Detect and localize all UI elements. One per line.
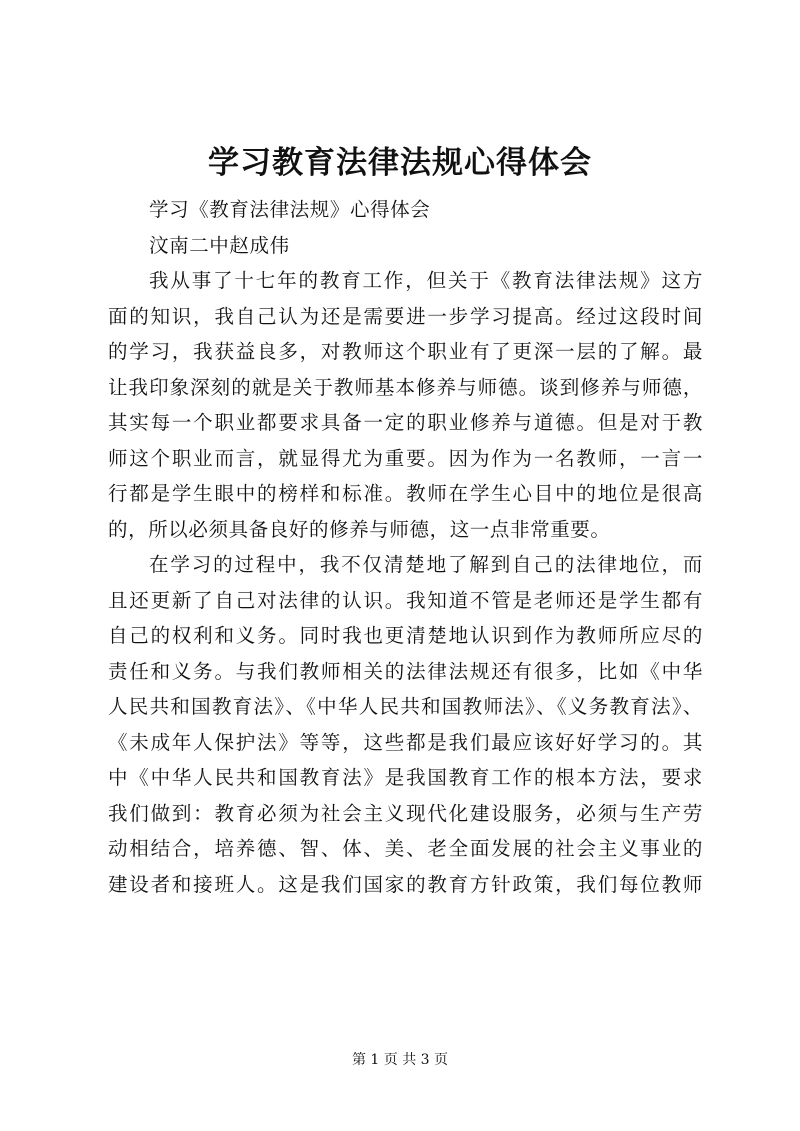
paragraph-line: 且还更新了自己对法律的认识。我知道不管是老师还是学生都有 bbox=[108, 588, 703, 612]
paragraph-line: 面的知识，我自己认为还是需要进一步学习提高。经过这段时间 bbox=[108, 304, 703, 328]
page-footer: 第 1 页 共 3 页 bbox=[351, 1052, 449, 1068]
paragraph-line: 《未成年人保护法》等等，这些都是我们最应该好好学习的。其 bbox=[108, 730, 703, 754]
author-line: 汶南二中赵成伟 bbox=[149, 233, 290, 257]
paragraph-line: 人民共和国教育法》、《中华人民共和国教师法》、《义务教育法》、 bbox=[108, 695, 703, 718]
paragraph-line: 行都是学生眼中的榜样和标准。教师在学生心目中的地位是很高 bbox=[108, 482, 703, 505]
document-body bbox=[108, 192, 703, 902]
paragraph-line: 师这个职业而言，就显得尤为重要。因为作为一名教师，一言一 bbox=[108, 446, 703, 470]
paragraph-line: 在学习的过程中，我不仅清楚地了解到自己的法律地位，而 bbox=[149, 553, 703, 576]
paragraph-line: 我们做到：教育必须为社会主义现代化建设服务，必须与生产劳 bbox=[108, 801, 703, 825]
paragraph-line: 的，所以必须具备良好的修养与师德，这一点非常重要。 bbox=[108, 517, 611, 541]
paragraph-line: 我从事了十七年的教育工作，但关于《教育法律法规》这方 bbox=[149, 269, 703, 292]
paragraph-line: 建设者和接班人。这是我们国家的教育方针政策，我们每位教师 bbox=[108, 872, 703, 896]
document-title: 学习教育法律法规心得体会 bbox=[208, 145, 592, 181]
subtitle-line: 学习《教育法律法规》心得体会 bbox=[149, 198, 431, 221]
paragraph-line: 让我印象深刻的就是关于教师基本修养与师德。谈到修养与师德， bbox=[108, 375, 703, 399]
paragraph-line: 责任和义务。与我们教师相关的法律法规还有很多，比如《中华 bbox=[108, 659, 703, 683]
paragraph-line: 中《中华人民共和国教育法》是我国教育工作的根本方法，要求 bbox=[108, 766, 703, 789]
paragraph-line: 自己的权利和义务。同时我也更清楚地认识到作为教师所应尽的 bbox=[108, 624, 703, 647]
paragraph-line: 动相结合，培养德、智、体、美、老全面发展的社会主义事业的 bbox=[108, 837, 703, 860]
paragraph-line: 的学习，我获益良多，对教师这个职业有了更深一层的了解。最 bbox=[108, 340, 703, 363]
paragraph-line: 其实每一个职业都要求具备一定的职业修养与道德。但是对于教 bbox=[108, 411, 703, 434]
